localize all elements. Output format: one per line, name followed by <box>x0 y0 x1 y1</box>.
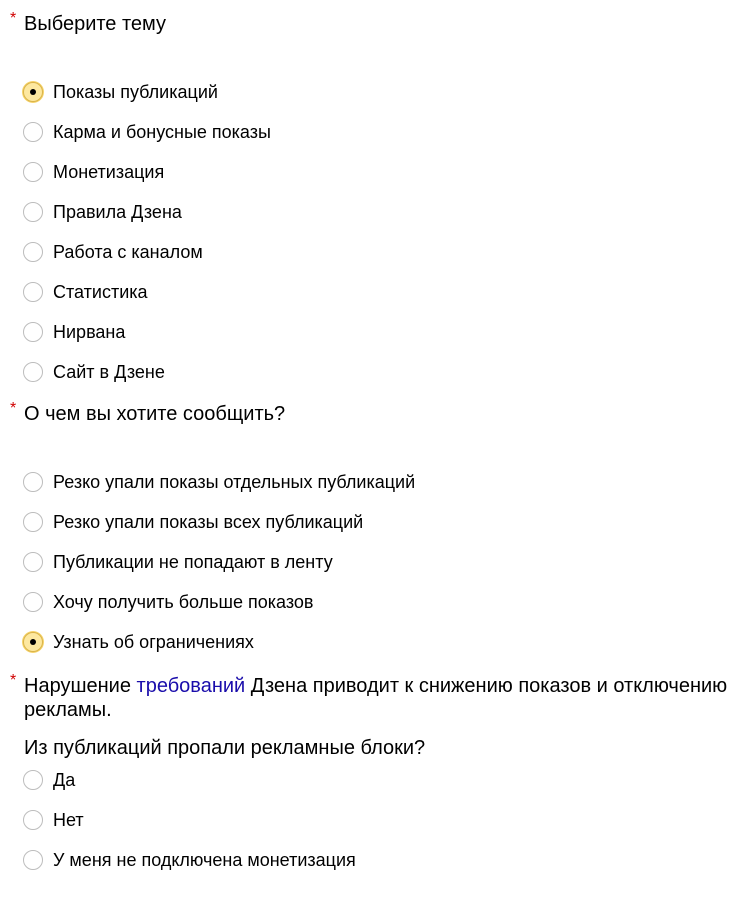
radio-option-nirvana[interactable] <box>23 321 125 343</box>
radio-option-net[interactable] <box>23 809 84 831</box>
radio-option-ne-popadayut[interactable] <box>23 551 333 573</box>
radio-button[interactable] <box>23 202 43 222</box>
radio-button[interactable] <box>23 592 43 612</box>
radio-button[interactable] <box>23 82 43 102</box>
radio-option-vseh[interactable] <box>23 511 363 533</box>
question-ads <box>0 672 746 870</box>
question-report <box>0 400 746 652</box>
required-asterisk: * <box>10 400 17 417</box>
radio-option-label: Резко упали показы отдельных публикаций <box>53 472 416 492</box>
radio-option-label: Показы публикаций <box>53 82 218 102</box>
radio-button[interactable] <box>23 632 43 652</box>
required-asterisk: * <box>10 672 17 689</box>
radio-button[interactable] <box>23 552 43 572</box>
radio-option-label: Статистика <box>53 282 148 302</box>
radio-button[interactable] <box>23 322 43 342</box>
radio-button[interactable] <box>23 282 43 302</box>
radio-button[interactable] <box>23 122 43 142</box>
radio-option-da[interactable] <box>23 769 75 791</box>
radio-button[interactable] <box>23 810 43 830</box>
radio-option-label: Работа с каналом <box>53 242 203 262</box>
radio-option-label: Публикации не попадают в ленту <box>53 552 333 572</box>
radio-option-label: Да <box>53 770 76 790</box>
radio-option-label: Правила Дзена <box>53 202 182 222</box>
requirements-link[interactable]: требований <box>136 675 246 697</box>
radio-option-net-monetizacii[interactable] <box>23 849 356 871</box>
question-topic <box>0 10 746 382</box>
radio-button[interactable] <box>23 242 43 262</box>
radio-button[interactable] <box>23 472 43 492</box>
radio-option-otdelnyh[interactable] <box>23 471 415 493</box>
question-title <box>0 674 746 722</box>
radio-option-label: Нирвана <box>53 322 126 342</box>
radio-dot <box>30 89 36 95</box>
question-title <box>0 12 746 36</box>
radio-dot <box>30 639 36 645</box>
required-asterisk: * <box>10 10 17 27</box>
radio-option-label: Сайт в Дзене <box>53 362 165 382</box>
radio-option-karma[interactable] <box>23 121 271 143</box>
radio-option-label: У меня не подключена монетизация <box>53 850 356 870</box>
radio-option-label: Резко упали показы всех публикаций <box>53 512 364 532</box>
radio-option-rabota-s-kanalom[interactable] <box>23 241 203 263</box>
radio-option-ogranicheniya[interactable] <box>23 631 254 653</box>
radio-option-monetizaciya[interactable] <box>23 161 164 183</box>
question-title-text: О чем вы хотите сообщить? <box>24 403 286 425</box>
radio-option-pravila[interactable] <box>23 201 182 223</box>
radio-button[interactable] <box>23 512 43 532</box>
question-title-suffix: Дзена приводит к снижению показов и отключению рекламы. <box>24 675 728 721</box>
radio-option-label: Узнать об ограничениях <box>53 632 254 652</box>
question-title-prefix: Нарушение <box>24 675 137 697</box>
radio-option-label: Карма и бонусные показы <box>53 122 271 142</box>
radio-button[interactable] <box>23 770 43 790</box>
question-title-text: Выберите тему <box>24 13 167 35</box>
radio-option-label: Хочу получить больше показов <box>53 592 314 612</box>
radio-option-label: Нет <box>53 810 84 830</box>
radio-button[interactable] <box>23 162 43 182</box>
radio-option-statistika[interactable] <box>23 281 148 303</box>
question-subtitle: Из публикаций пропали рекламные блоки? <box>24 737 426 759</box>
radio-button[interactable] <box>23 362 43 382</box>
radio-option-bolshe-pokazov[interactable] <box>23 591 313 613</box>
radio-option-label: Монетизация <box>53 162 165 182</box>
radio-option-sayt-v-dzene[interactable] <box>23 361 165 383</box>
question-title <box>0 402 746 426</box>
radio-option-pokazy-publikaciy[interactable] <box>23 81 218 103</box>
radio-button[interactable] <box>23 850 43 870</box>
